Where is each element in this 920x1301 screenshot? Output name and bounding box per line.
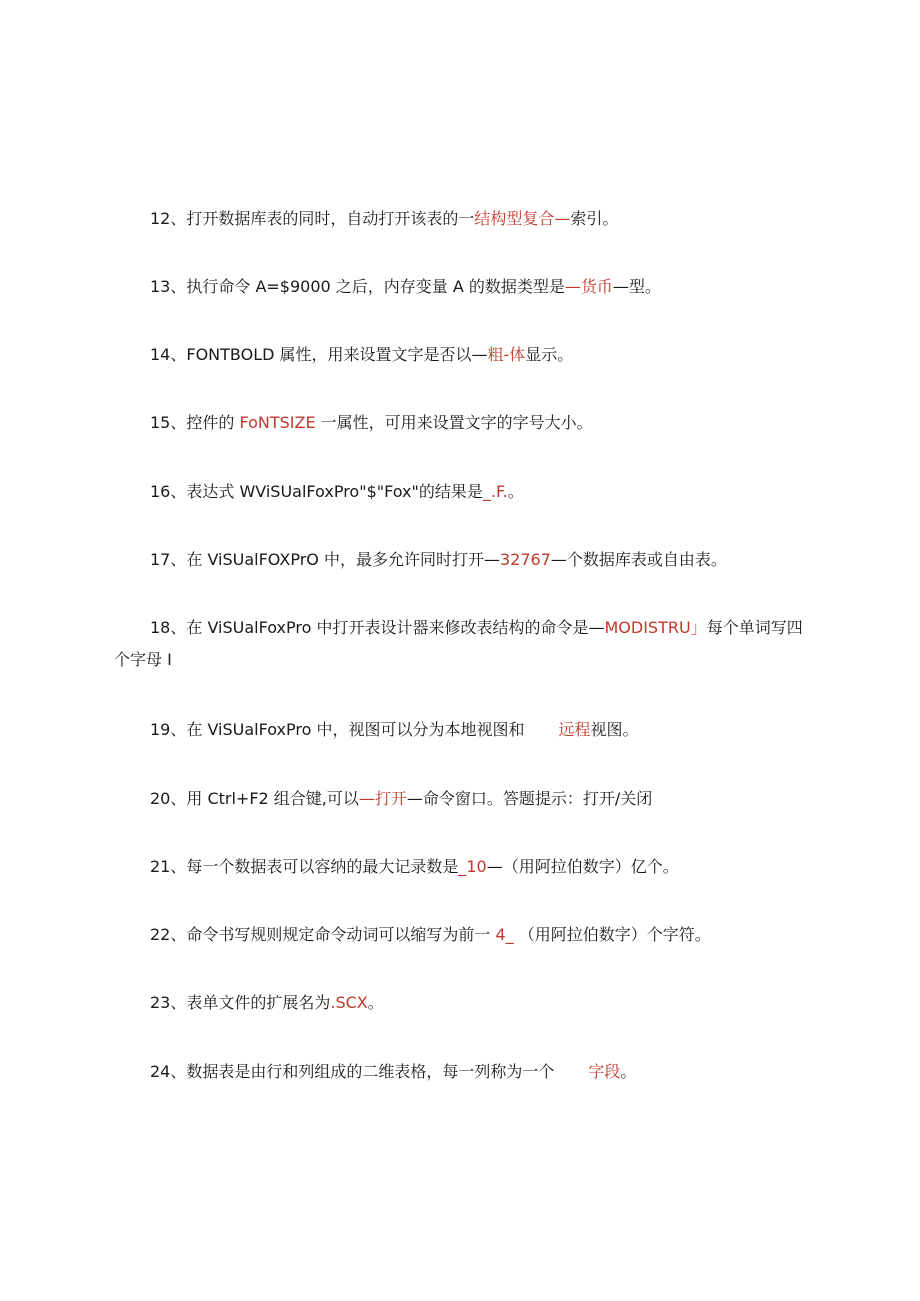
question-20 (114, 783, 814, 815)
question-text: 24、数据表是由行和列组成的二维表格，每一列称为一个 (150, 1062, 555, 1081)
question-21 (114, 851, 814, 883)
question-22 (114, 919, 814, 951)
answer-text: MODISTRU」 (604, 618, 707, 637)
question-text: 显示。 (525, 345, 574, 364)
question-text: 13、执行命令 A=$9000 之后，内存变量 A 的数据类型是 (150, 277, 565, 296)
question-17 (114, 544, 814, 576)
question-text: 14、FONTBOLD 属性，用来设置文字是否以— (150, 345, 488, 364)
question-23 (114, 987, 814, 1019)
answer-text: 远程 (558, 720, 591, 739)
answer-text: .SCX (330, 993, 368, 1012)
question-18 (114, 612, 814, 676)
question-text: —型。 (612, 277, 661, 296)
question-text: 23、表单文件的扩展名为 (150, 993, 331, 1012)
question-24 (114, 1056, 814, 1088)
question-text: （用阿拉伯数字）个字符。 (513, 925, 711, 944)
answer-text: 字段 (588, 1062, 621, 1081)
question-text: 一属性，可用来设置文字的字号大小。 (315, 413, 593, 432)
question-text: 。 (507, 482, 524, 501)
question-text: 15、控件的 (150, 413, 240, 432)
question-text: 18、在 ViSUalFoxPro 中打开表设计器来修改表结构的命令是— (150, 618, 605, 637)
answer-text: —货币 (564, 277, 613, 296)
question-text: 20、用 Ctrl+F2 组合键,可以 (150, 789, 359, 808)
question-16 (114, 476, 814, 508)
answer-text: 32767 (499, 550, 551, 569)
question-text: 索引。 (570, 209, 619, 228)
question-text: —（用阿拉伯数字）亿个。 (486, 857, 679, 876)
answer-text: —打开 (358, 789, 407, 808)
question-text: 19、在 ViSUalFoxPro 中，视图可以分为本地视图和 (150, 720, 525, 739)
question-text: 21、每一个数据表可以容纳的最大记录数是 (150, 857, 459, 876)
question-13 (114, 271, 814, 303)
answer-text: FoNTSIZE (239, 413, 316, 432)
answer-text: 粗-体 (487, 345, 526, 364)
question-text: 16、表达式 WViSUalFoxPro"$"Fox"的结果是 (150, 482, 483, 501)
question-text: 每个单词写四个字母 I (114, 618, 803, 669)
question-15 (114, 407, 814, 439)
question-text: 17、在 ViSUalFOXPrO 中，最多允许同时打开— (150, 550, 500, 569)
answer-text: _10 (458, 857, 487, 876)
question-text: 12、打开数据库表的同时，自动打开该表的一 (150, 209, 475, 228)
question-19 (114, 714, 814, 746)
question-14 (114, 339, 814, 371)
question-text: 。 (620, 1062, 637, 1081)
answer-text: _.F. (482, 482, 508, 501)
question-text: —个数据库表或自由表。 (550, 550, 727, 569)
question-text: 22、命令书写规则规定命令动词可以缩写为前一 (150, 925, 496, 944)
question-text: 。 (367, 993, 384, 1012)
question-12 (114, 203, 814, 235)
answer-text: 结构型复合— (474, 209, 571, 228)
question-text: —命令窗口。答题提示：打开/关闭 (406, 789, 653, 808)
question-text: 视图。 (590, 720, 639, 739)
answer-text: 4_ (495, 925, 514, 944)
